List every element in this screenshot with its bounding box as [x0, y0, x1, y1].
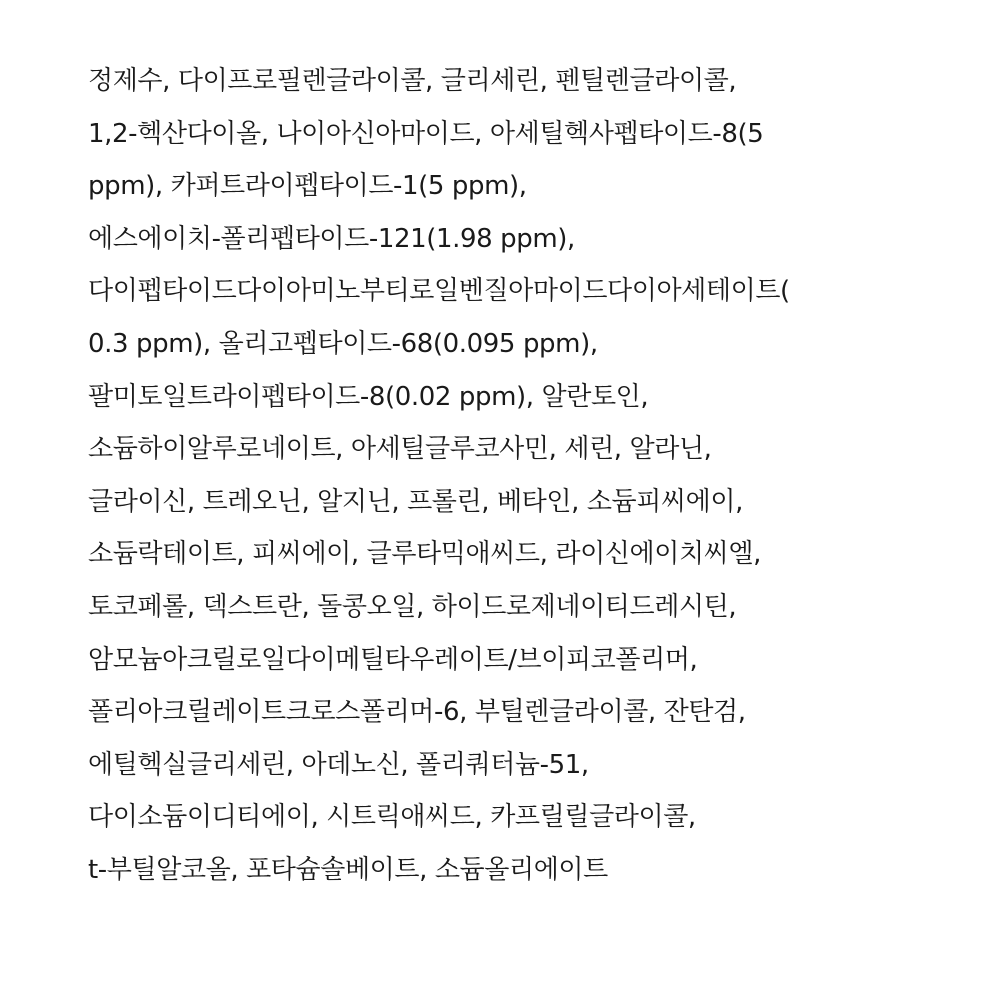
- text-line: 토코페롤, 덱스트란, 돌콩오일, 하이드로제네이티드레시틴,: [88, 591, 737, 622]
- text-line: t-부틸알코올, 포타슘솔베이트, 소듐올리에이트: [88, 854, 608, 885]
- text-line: 다이소듐이디티에이, 시트릭애씨드, 카프릴릴글라이콜,: [88, 802, 696, 833]
- ingredient-list-text: [88, 55, 968, 897]
- text-line: 에틸헥실글리세린, 아데노신, 폴리쿼터늄-51,: [88, 749, 589, 780]
- text-line: 소듐하이알루로네이트, 아세틸글루코사민, 세린, 알라닌,: [88, 434, 712, 465]
- text-line: 다이펩타이드다이아미노부티로일벤질아마이드다이아세테이트(: [88, 276, 790, 307]
- text-line: 폴리아크릴레이트크로스폴리머-6, 부틸렌글라이콜, 잔탄검,: [88, 697, 746, 728]
- text-line: 암모늄아크릴로일다이메틸타우레이트/브이피코폴리머,: [88, 644, 698, 675]
- text-line: 소듐락테이트, 피씨에이, 글루타믹애씨드, 라이신에이치씨엘,: [88, 539, 761, 570]
- text-line: 팔미토일트라이펩타이드-8(0.02 ppm), 알란토인,: [88, 381, 649, 412]
- text-line: 1,2-헥산다이올, 나이아신아마이드, 아세틸헥사펩타이드-8(5: [88, 118, 764, 149]
- text-line: 정제수, 다이프로필렌글라이콜, 글리세린, 펜틸렌글라이콜,: [88, 66, 737, 96]
- text-line: 에스에이치-폴리펩타이드-121(1.98 ppm),: [88, 223, 575, 254]
- text-line: ppm), 카퍼트라이펩타이드-1(5 ppm),: [88, 171, 527, 202]
- text-line: 0.3 ppm), 올리고펩타이드-68(0.095 ppm),: [88, 328, 598, 359]
- text-line: 글라이신, 트레오닌, 알지닌, 프롤린, 베타인, 소듐피씨에이,: [88, 486, 743, 517]
